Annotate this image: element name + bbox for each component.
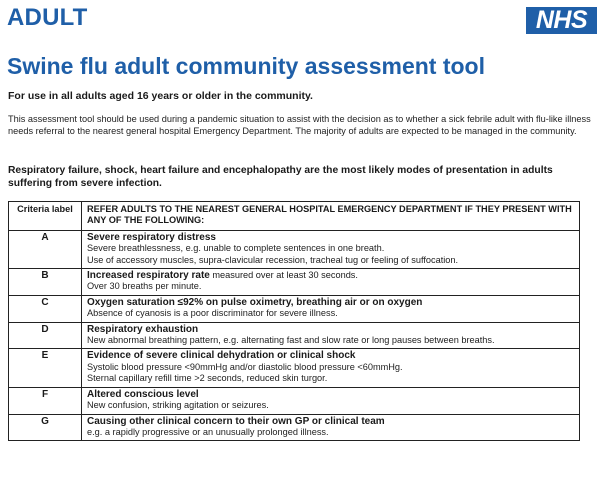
intro-paragraph: This assessment tool should be used during a pandemic situation to assist with the decision as to whether a sick febrile adult with flu-like illness needs referral to the nearest general hospital Emergency Department. The majority of adults are expected to be managed in the community. [8,114,591,136]
criteria-detail: e.g. a rapidly progressive or an unusually prolonged illness. [87,426,329,437]
criteria-detail: Over 30 breaths per minute. [87,281,202,292]
criteria-title-suffix: measured over at least 30 seconds. [209,270,358,281]
page-title: Swine flu adult community assessment tool [7,53,485,79]
referral-header: REFER ADULTS TO THE NEAREST GENERAL HOSPITAL EMERGENCY DEPARTMENT IF THEY PRESENT WITH ANY OF THE FOLLOWING: [82,202,580,231]
criteria-title: Causing other clinical concern to their own GP or clinical team [87,415,385,427]
criteria-table [8,201,580,441]
criteria-description [82,269,580,296]
presentation-modes-statement: Respiratory failure, shock, heart failure and encephalopathy are the most likely modes of presentation in adults suffering from severe infection. [8,165,553,189]
criteria-label: D [9,322,82,349]
criteria-description [82,230,580,268]
criteria-title-line [87,270,574,281]
criteria-detail: New confusion, striking agitation or seizures. [87,400,269,411]
criteria-detail: Absence of cyanosis is a poor discriminator for severe illness. [87,308,338,319]
criteria-title-line [87,389,574,400]
criteria-detail: New abnormal breathing pattern, e.g. alternating fast and slow rate or long pauses between breaths. [87,335,495,346]
criteria-title: Respiratory exhaustion [87,323,199,335]
criteria-title-line [87,232,574,243]
criteria-row [9,269,580,296]
criteria-title: Oxygen saturation ≤92% on pulse oximetry, breathing air or on oxygen [87,296,423,308]
criteria-title-line [87,324,574,335]
criteria-label: C [9,295,82,322]
criteria-row [9,387,580,414]
criteria-label: B [9,269,82,296]
criteria-label-header: Criteria label [9,202,82,231]
criteria-title-line [87,416,574,427]
audience-statement: For use in all adults aged 16 years or older in the community. [8,90,313,102]
criteria-title: Altered conscious level [87,388,199,400]
criteria-title: Evidence of severe clinical dehydration or clinical shock [87,350,356,362]
criteria-row [9,322,580,349]
criteria-label: E [9,349,82,387]
criteria-title: Severe respiratory distress [87,231,216,243]
document-header [7,4,597,84]
criteria-description [82,322,580,349]
criteria-detail: Severe breathlessness, e.g. unable to complete sentences in one breath. [87,243,385,254]
criteria-row [9,349,580,387]
criteria-row [9,295,580,322]
criteria-description [82,387,580,414]
criteria-description [82,349,580,387]
criteria-description [82,414,580,441]
criteria-description [82,295,580,322]
category-heading: ADULT [7,4,88,31]
criteria-title-line [87,350,574,361]
criteria-detail: Use of accessory muscles, supra-clavicular recession, tracheal tug or feeling of suffocation. [87,254,459,265]
criteria-label: A [9,230,82,268]
table-header-row [9,202,580,231]
criteria-body [9,230,580,441]
criteria-detail: Sternal capillary refill time >2 seconds, reduced skin turgor. [87,373,328,384]
nhs-logo: NHS [526,7,597,34]
criteria-row [9,230,580,268]
criteria-row [9,414,580,441]
criteria-detail: Systolic blood pressure <90mmHg and/or diastolic blood pressure <60mmHg. [87,361,403,372]
criteria-label: G [9,414,82,441]
criteria-label: F [9,387,82,414]
criteria-title: Increased respiratory rate [87,270,210,282]
criteria-title-line [87,297,574,308]
